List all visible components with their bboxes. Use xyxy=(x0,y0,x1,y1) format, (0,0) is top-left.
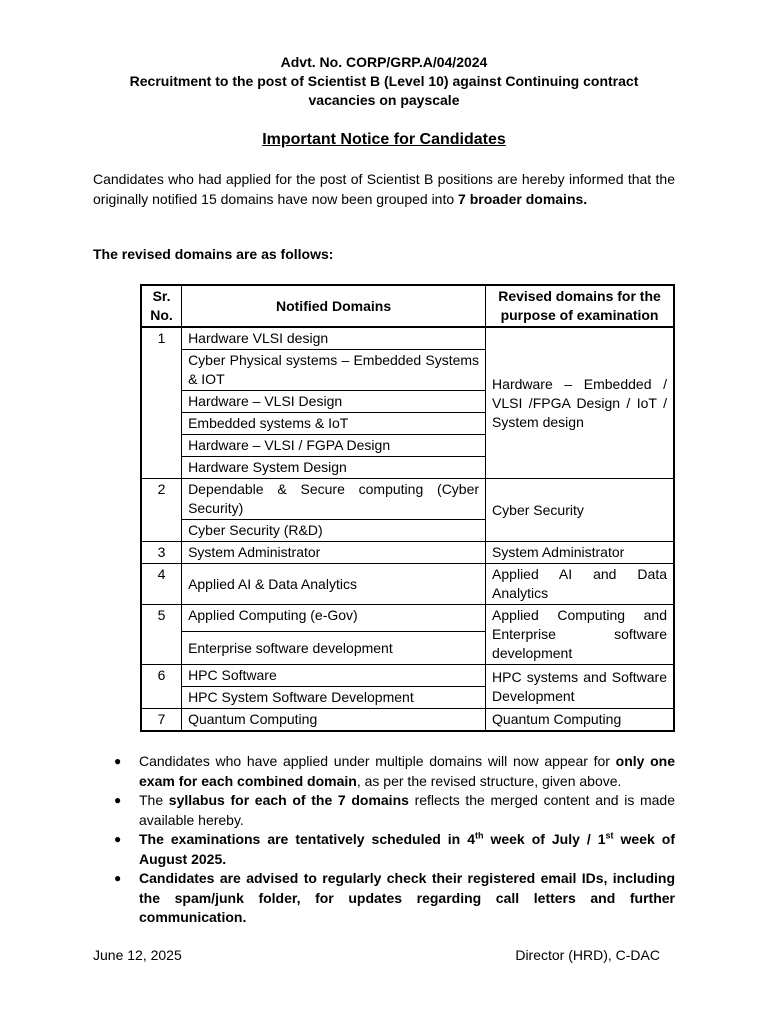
signatory: Director (HRD), C-DAC xyxy=(515,947,660,963)
notified-domain-cell: HPC Software xyxy=(182,665,486,687)
notified-domain-cell: Applied AI & Data Analytics xyxy=(182,564,486,605)
table-row xyxy=(141,479,674,520)
sr-cell: 6 xyxy=(141,665,182,709)
advt-number: Advt. No. CORP/GRP.A/04/2024 xyxy=(280,54,488,70)
table-row xyxy=(141,605,674,632)
revised-domain-cell: Applied Computing and Enterprise software development xyxy=(486,605,674,665)
notified-domain-cell: Applied Computing (e-Gov) xyxy=(182,605,486,632)
list-item xyxy=(111,752,675,791)
table-row xyxy=(141,665,674,687)
list-item xyxy=(111,830,675,869)
notified-domain-cell: Hardware – VLSI / FGPA Design xyxy=(182,435,486,457)
intro-paragraph xyxy=(93,170,675,209)
revised-domain-cell: Hardware – Embedded / VLSI /FPGA Design / IoT / System design xyxy=(486,327,674,479)
ordinal-suffix: st xyxy=(605,830,614,841)
bullet-bold-text: Candidates are advised to regularly check their registered email IDs, including the spam/junk folder, for updates regarding call letters and further communication. xyxy=(139,870,675,925)
header-revised-domains: Revised domains for the purpose of examination xyxy=(486,285,674,327)
notice-title: Important Notice for Candidates xyxy=(262,131,506,148)
revised-domain-cell: System Administrator xyxy=(486,542,674,564)
revised-domain-cell: Cyber Security xyxy=(486,479,674,542)
sr-cell: 5 xyxy=(141,605,182,665)
domains-table xyxy=(140,284,675,732)
bullet-text: Candidates who have applied under multiple domains will now appear for xyxy=(139,753,616,769)
exam-schedule-part: week of July / 1 xyxy=(483,831,606,847)
sr-cell: 4 xyxy=(141,564,182,605)
header-sr-no: Sr. No. xyxy=(141,285,182,327)
notified-domain-cell: Hardware VLSI design xyxy=(182,327,486,350)
table-row xyxy=(141,327,674,350)
notice-date: June 12, 2025 xyxy=(93,947,182,963)
recruitment-title-line-2: vacancies on payscale xyxy=(308,92,460,108)
notified-domain-cell: HPC System Software Development xyxy=(182,687,486,709)
intro-text: Candidates who had applied for the post of Scientist B positions are hereby informed that the originally notified 15 domains have now been grouped into xyxy=(93,171,675,207)
sr-cell: 7 xyxy=(141,709,182,732)
bullet-bold-text: syllabus for each of the 7 domains xyxy=(168,792,409,808)
sr-cell: 3 xyxy=(141,542,182,564)
notified-domain-cell: System Administrator xyxy=(182,542,486,564)
bullet-text: reflects the merged content and is made available hereby. xyxy=(139,792,676,828)
intro-bold: 7 broader domains. xyxy=(458,190,588,207)
exam-schedule-part: The examinations are tentatively scheduled in 4 xyxy=(139,831,475,847)
notified-domain-cell: Enterprise software development xyxy=(182,632,486,665)
ordinal-suffix: th xyxy=(474,830,484,841)
table-row xyxy=(141,542,674,564)
table-row xyxy=(141,564,674,605)
table-header-row xyxy=(141,285,674,327)
bullet-icon: ● xyxy=(114,754,122,768)
revised-domain-cell: Quantum Computing xyxy=(486,709,674,732)
notified-domain-cell: Hardware System Design xyxy=(182,457,486,479)
recruitment-title-line-1: Recruitment to the post of Scientist B (Level 10) against Continuing contract xyxy=(129,73,639,89)
notified-domain-cell: Embedded systems & IoT xyxy=(182,413,486,435)
bullet-bold-text: only one exam for each combined domain xyxy=(139,753,675,789)
bullet-list xyxy=(111,752,675,928)
revised-domains-heading: The revised domains are as follows: xyxy=(93,246,334,262)
bullet-icon: ● xyxy=(114,793,122,807)
revised-domain-cell: Applied AI and Data Analytics xyxy=(486,564,674,605)
sr-cell: 1 xyxy=(141,327,182,479)
bullet-icon: ● xyxy=(114,871,122,885)
exam-schedule-part: week of August 2025. xyxy=(139,831,675,867)
notified-domain-cell: Dependable & Secure computing (Cyber Security) xyxy=(182,479,486,520)
notified-domain-cell: Hardware – VLSI Design xyxy=(182,391,486,413)
bullet-bold-text xyxy=(139,831,675,867)
header-notified-domains: Notified Domains xyxy=(182,285,486,327)
notified-domain-cell: Cyber Physical systems – Embedded Systems & IOT xyxy=(182,350,486,391)
bullet-text: The xyxy=(139,792,169,808)
sr-cell: 2 xyxy=(141,479,182,542)
revised-domain-cell: HPC systems and Software Development xyxy=(486,665,674,709)
bullet-text: , as per the revised structure, given above. xyxy=(356,772,622,789)
notified-domain-cell: Quantum Computing xyxy=(182,709,486,732)
list-item xyxy=(111,869,675,928)
notified-domain-cell: Cyber Security (R&D) xyxy=(182,520,486,542)
table-row xyxy=(141,709,674,732)
bullet-icon: ● xyxy=(114,832,122,846)
list-item xyxy=(111,791,675,830)
